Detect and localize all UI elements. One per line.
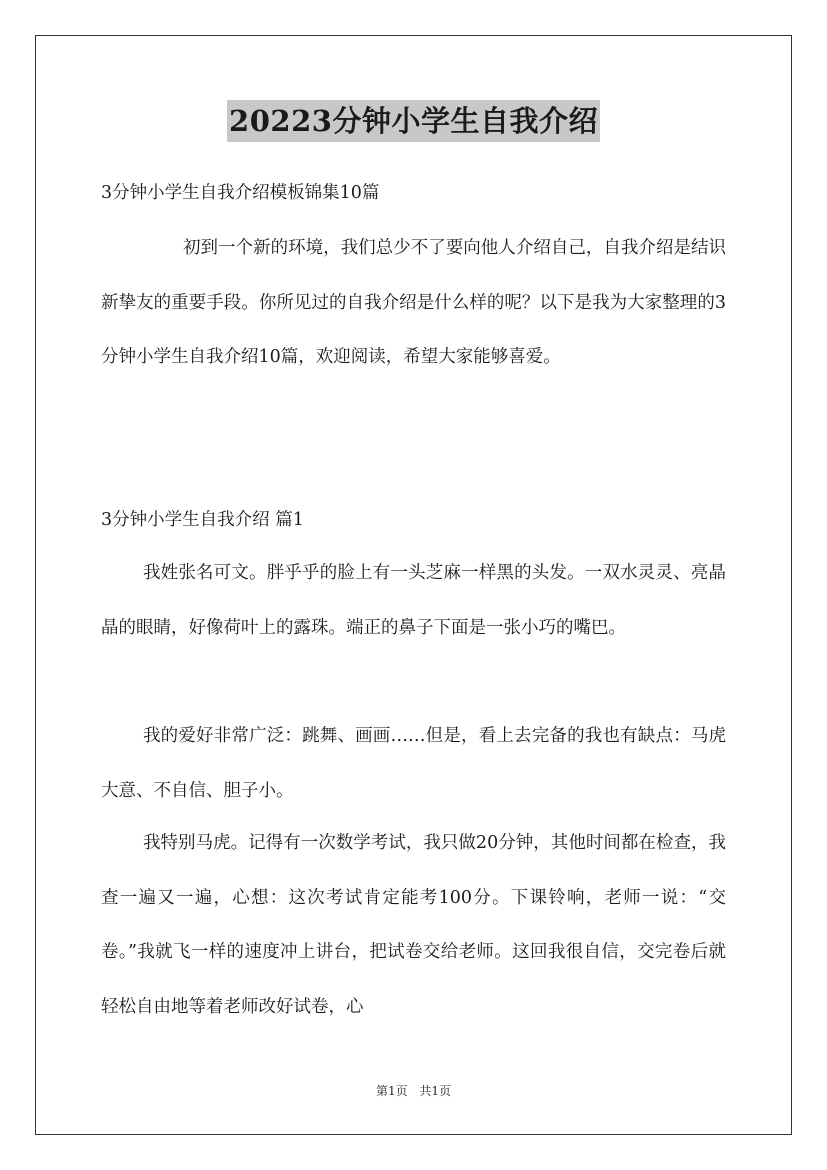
document-subtitle: 3分钟小学生自我介绍模板锦集10篇 bbox=[101, 183, 380, 203]
body-paragraph: 我姓张名可文。胖乎乎的脸上有一头芝麻一样黑的头发。一双水灵灵、亮晶晶的眼睛，好像荷叶上的露珠。端正的鼻子下面是一张小巧的嘴巴。 bbox=[101, 563, 726, 638]
intro-paragraph: 初到一个新的环境，我们总少不了要向他人介绍自己，自我介绍是结识新挚友的重要手段。你所见过的自我介绍是什么样的呢？以下是我为大家整理的3分钟小学生自我介绍10篇，欢迎阅读，希望大家能够喜爱。 bbox=[101, 238, 726, 367]
document-title: 20223分钟小学生自我介绍 bbox=[227, 100, 600, 142]
section-heading: 3分钟小学生自我介绍 篇1 bbox=[101, 510, 304, 530]
page-number: 第1页 bbox=[375, 1084, 408, 1098]
title-container bbox=[0, 100, 827, 142]
body-paragraph: 我特别马虎。记得有一次数学考试，我只做20分钟，其他时间都在检查，我查一遍又一遍，心想：这次考试肯定能考100分。下课铃响，老师一说：“交卷。”我就飞一样的速度冲上讲台，把试卷交给老师。这回我很自信，交完卷后就轻松自由地等着老师改好试卷，心 bbox=[101, 833, 726, 1017]
page-footer bbox=[0, 1082, 827, 1099]
body-paragraph: 我的爱好非常广泛：跳舞、画画……但是，看上去完备的我也有缺点：马虎大意、不自信、胆子小。 bbox=[101, 726, 726, 801]
total-pages: 共1页 bbox=[419, 1084, 452, 1098]
